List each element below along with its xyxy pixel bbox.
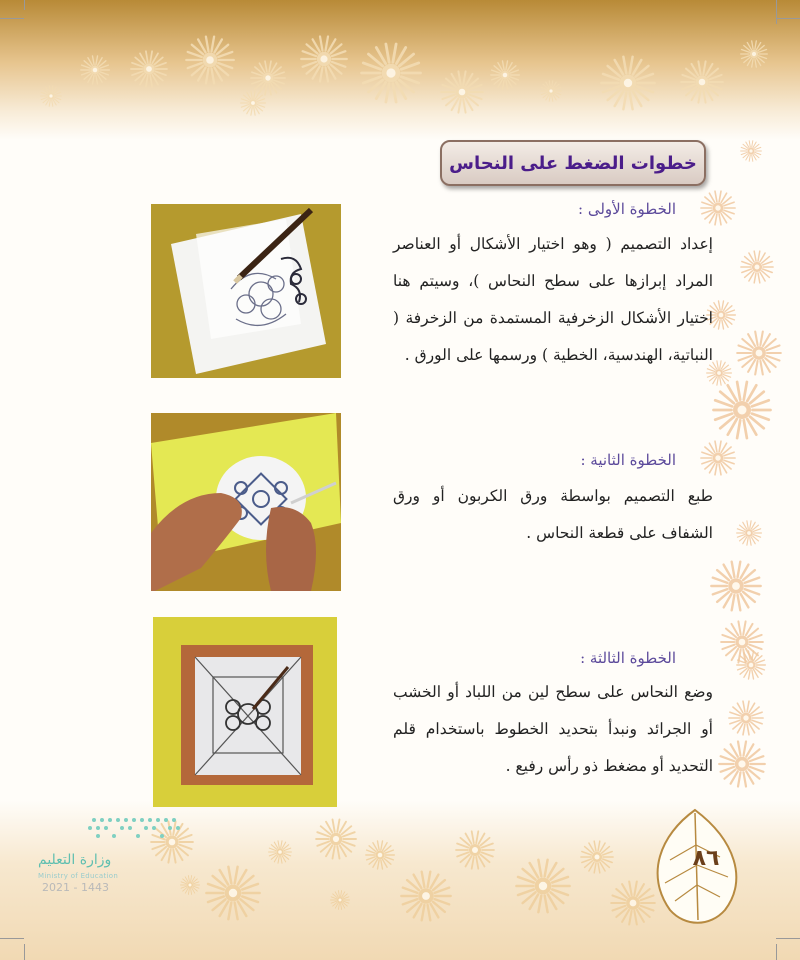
flower-icon [728,700,764,736]
flower-icon [718,740,766,788]
ministry-year: 2021 - 1443 [42,881,109,894]
crop-mark [24,944,25,960]
step1-title: الخطوة الأولى : [578,200,676,218]
flower-icon [515,858,571,914]
flower-icon [540,80,562,102]
ministry-dots-icon [38,812,188,852]
ministry-name: وزارة التعليم [38,852,112,868]
ministry-logo [38,812,188,892]
flower-icon [268,840,292,864]
flower-icon [400,870,452,922]
flower-icon [736,520,762,546]
flower-icon [455,830,495,870]
page-number: ٨٦ [692,846,720,871]
flower-icon [700,190,736,226]
flower-icon [315,818,357,860]
flower-icon [205,865,261,921]
flower-icon [740,40,768,68]
section-title: خطوات الضغط على النحاس [449,152,697,174]
crop-mark [24,0,25,10]
flower-icon [712,380,772,440]
crop-mark [776,944,777,960]
flower-icon [185,35,235,85]
crop-mark [0,938,24,939]
flower-icon [365,840,395,870]
flower-icon [736,330,782,376]
flower-icon [580,840,614,874]
crop-mark [776,938,800,939]
flower-icon [80,55,110,85]
step3-title: الخطوة الثالثة : [580,649,676,667]
flower-icon [360,42,422,104]
flower-icon [40,85,62,107]
flower-icon [740,250,774,284]
crop-mark [776,0,777,24]
step3-body: وضع النحاس على سطح لين من اللباد أو الخشب أو الجرائد ونبدأ بتحديد الخطوط باستخدام قلم التحديد أو مضغط ذو رأس رفيع . [393,683,713,775]
flower-icon [130,50,168,88]
ministry-english-name: Ministry of Education [38,872,119,880]
flower-icon [736,650,766,680]
crop-mark [0,18,24,19]
step2-body: طبع التصميم بواسطة ورق الكربون أو ورق الشفاف على قطعة النحاس . [393,487,713,542]
flower-icon [300,35,348,83]
flower-icon [680,60,724,104]
flower-icon [600,55,656,111]
step3-photo [153,617,337,807]
crop-mark [776,18,800,19]
section-title-box [440,140,706,186]
flower-icon [330,890,350,910]
flower-icon [700,440,736,476]
step1-photo [151,204,341,378]
step2-photo [151,413,341,591]
flower-icon [490,60,520,90]
flower-icon [440,70,484,114]
flower-icon [240,90,266,116]
step2-title: الخطوة الثانية : [580,451,676,469]
step1-body: إعداد التصميم ( وهو اختيار الأشكال أو العناصر المراد إبرازها على سطح النحاس )، وسيتم هنا اختيار الأشكال الزخرفية المستمدة من الزخرفة ( النباتية، الهندسية، الخطية ) ورسمها على الورق . [393,235,713,364]
flower-icon [740,140,762,162]
flower-icon [710,560,762,612]
